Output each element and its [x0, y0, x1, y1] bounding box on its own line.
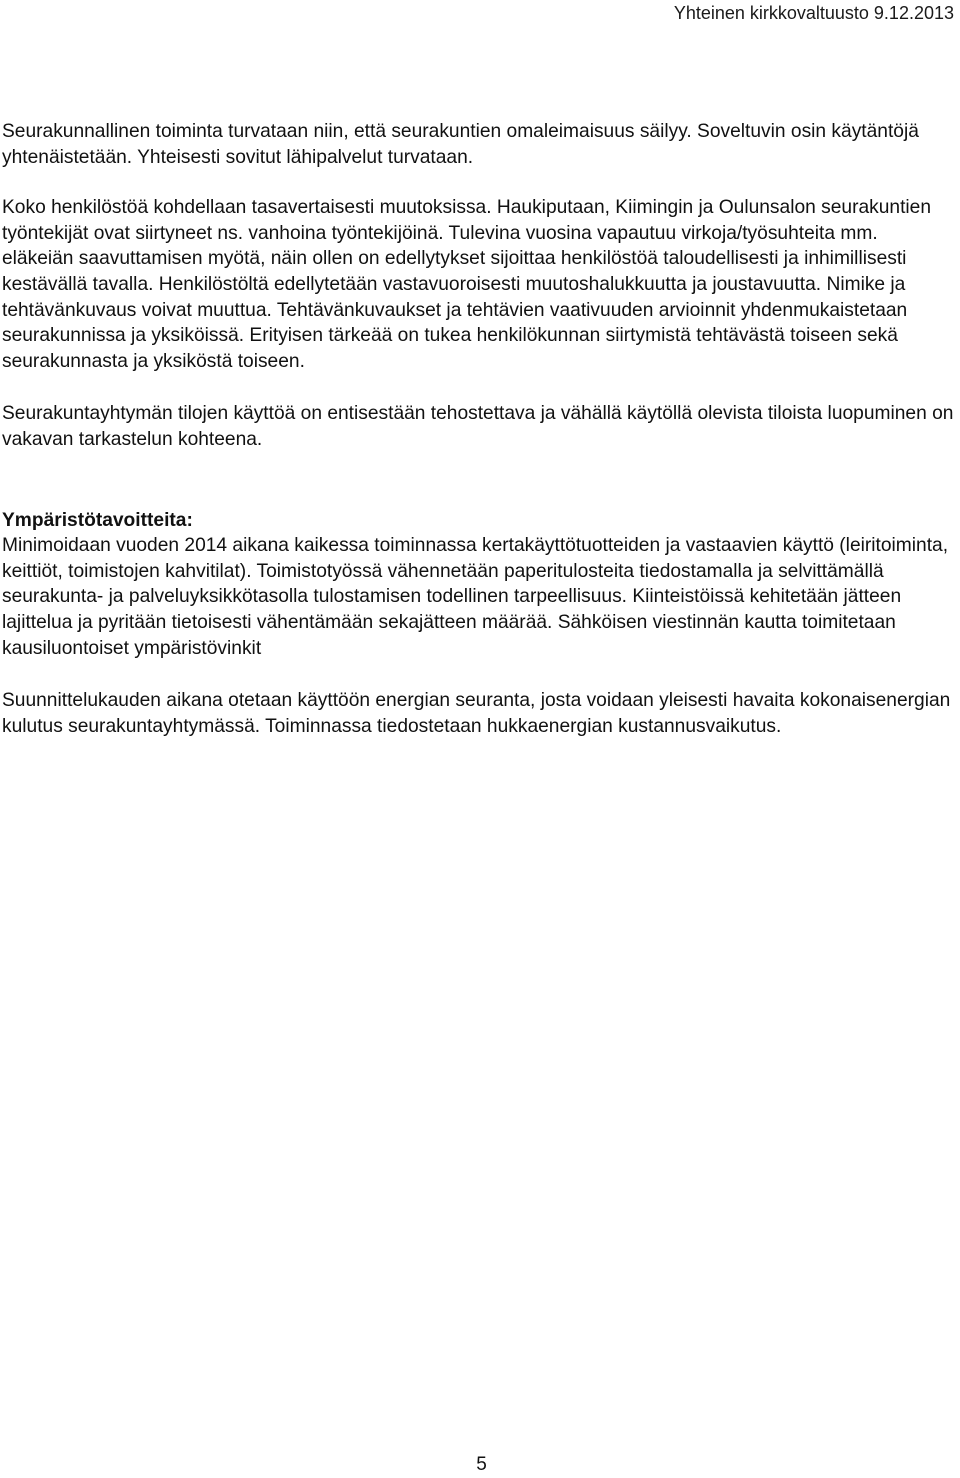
page-number [0, 1453, 960, 1477]
paragraph-energy-monitoring: Suunnittelukauden aikana otetaan käyttöön energian seuranta, josta voidaan yleisesti havaita kokonaisenergian kulutus seurakuntayhtymässä. Toiminnassa tiedostetaan hukkaenergian kustannusvaikutus. [2, 690, 951, 737]
environment-heading: Ympäristötavoitteita: [2, 509, 193, 531]
document-body [2, 119, 954, 739]
paragraph-facilities: Seurakuntayhtymän tilojen käyttöä on entisestään tehostettava ja vähällä käytöllä olevista tiloista luopuminen on vakavan tarkastelun kohteena. [2, 403, 954, 450]
paragraph-personnel: Koko henkilöstöä kohdellaan tasavertaisesti muutoksissa. Haukiputaan, Kiimingin ja Oulunsalon seurakuntien työntekijät ovat siirtyneet ns. vanhoina työntekijöinä. Tulevina vuosina vapautuu virkoja/työsuhteita mm. eläkeiän saavuttamisen myötä, näin ollen on edellytykset sijoittaa henkilöstöä taloudellisesti ja inhimillisesti kestävällä tavalla. Henkilöstöltä edellytetään vastavuoroisesti muutoshalukkuutta ja joustavuutta. Nimike ja tehtävänkuvaus voivat muuttua. Tehtävänkuvaukset ja tehtävien vaativuuden arvioinnit yhdenmukaistetaan seurakunnissa ja yksiköissä. Erityisen tärkeää on tukea henkilökunnan siirtymistä tehtävästä toiseen sekä seurakunnasta ja yksiköstä toiseen. [2, 197, 932, 372]
paragraph-parish-activity: Seurakunnallinen toiminta turvataan niin, että seurakuntien omaleimaisuus säilyy. Soveltuvin osin käytäntöjä yhtenäistetään. Yhteisesti sovitut lähipalvelut turvataan. [2, 121, 919, 168]
paragraph-environment-goals: Minimoidaan vuoden 2014 aikana kaikessa toiminnassa kertakäyttötuotteiden ja vastaavien käyttö (leiritoiminta, keittiöt, toimistojen kahvitilat). Toimistotyössä vähennetään paperitulosteita tiedostamalla ja selvittämällä seurakunta- ja palveluyksikkötasolla tulostamisen todellinen tarpeellisuus. Kiinteistöissä kehitetään jätteen lajittelua ja pyritään tietoisesti vähentämään sekajätteen määrää. Sähköisen viestinnän kautta toimitetaan kausiluontoiset ympäristövinkit [2, 535, 949, 659]
page-number-text: 5 [476, 1454, 487, 1475]
document-header: Yhteinen kirkkovaltuusto 9.12.2013 [673, 3, 954, 23]
